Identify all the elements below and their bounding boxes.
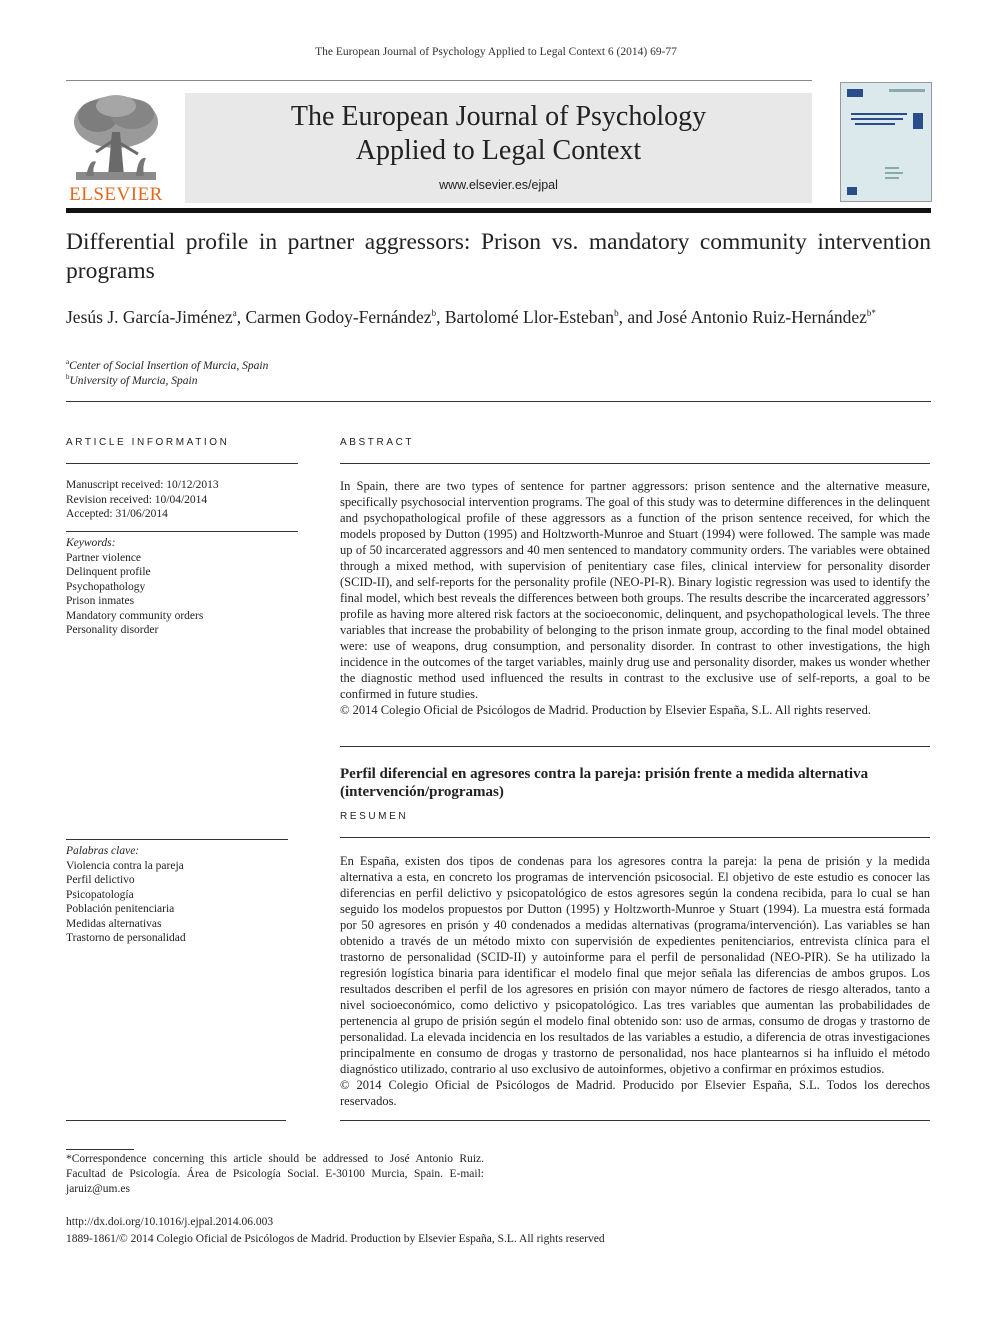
journal-title-line-2: Applied to Legal Context	[355, 135, 642, 166]
author-name[interactable]: Carmen Godoy-Fernández	[245, 306, 432, 327]
resumen-rule	[340, 837, 930, 838]
affiliation-b	[66, 373, 197, 387]
revision-received: Revision received: 10/04/2014	[66, 493, 208, 506]
keyword-item: Personality disorder	[66, 624, 159, 636]
article-title: Differential profile in partner aggressors: Prison vs. mandatory community intervention programs	[66, 229, 931, 284]
journal-title	[185, 100, 812, 168]
resumen-text: En España, existen dos tipos de condenas para los agresores contra la pareja: la pena de prisión y la medida alternativa a esta, en concreto los programas de intervención psicosocial. El objetivo de este estudio es conocer las diferencias en perfil delictivo y psicopatológico de estos agresores según la condena recibida, para lo cual se han seguido los modelos propuestos por Dutton (1995) y Holtzworth-Munroe y Stuart (1994). La muestra está formada por 50 agresores en prisón y 40 condenados a medidas alternativas (programa/intervención). Las variables se han obtenido a través de un método mixto con supervisión de expedientes penitenciarios, entrevista clínica para el trastorno de personalidad (SCID-II) y autoinforme para el perfil de personalidad (NEO-PIR). Se ha utilizado la regresión logística binaria para identificar el modelo final que mejor señala las diferencias de ambos grupos. Los resultados describen el perfil de los agresores en prisión con mayor número de factores de riesgo alterados, tanto a nivel socioeconómico, como delictivo y psicopatológico. Las tres variables que aumentan las probabilidades de pertenencia al grupo de prisión según el modelo final obtenido son: uso de armas, consumo de drogas y trastorno de personalidad. La elevada incidencia en los resultados de las variables a estudio, a diferencia de otras investigaciones principalmente en consumo de drogas y trastorno de personalidad, nos hace plantearnos si ha influido el método diagnóstico utilizado, contrario al uso exclusivo de autoinformes, objetivo a confirmar en próximos estudios.	[340, 854, 930, 1076]
left-column-end-rule	[66, 1120, 286, 1121]
article-info-label: ARTICLE INFORMATION	[66, 437, 230, 448]
keyword-item: Delinquent profile	[66, 566, 151, 578]
elsevier-tree-icon	[66, 92, 166, 184]
palabra-item: Trastorno de personalidad	[66, 932, 186, 944]
doi-link[interactable]: http://dx.doi.org/10.1016/j.ejpal.2014.06.003	[66, 1216, 274, 1228]
running-head: The European Journal of Psychology Applied to Legal Context 6 (2014) 69-77	[315, 46, 677, 58]
keywords-list	[66, 551, 298, 638]
affiliation-text: Center of Social Insertion of Murcia, Spain	[69, 359, 269, 372]
affiliation-a	[66, 358, 268, 372]
article-info-rule	[66, 463, 298, 464]
history-rule	[66, 531, 298, 532]
affiliation-divider	[66, 401, 931, 402]
keywords-label: Keywords:	[66, 537, 116, 549]
palabras-rule	[66, 839, 288, 840]
palabras-list	[66, 859, 288, 946]
right-column-end-rule	[340, 1120, 930, 1121]
resumen-label: RESUMEN	[340, 811, 409, 822]
author-separator: ,	[436, 306, 445, 327]
palabra-item: Psicopatología	[66, 888, 134, 901]
abstract-end-rule	[340, 746, 930, 747]
issn-copyright: 1889-1861/© 2014 Colegio Oficial de Psicólogos de Madrid. Production by Elsevier España, S.L. All rights reserved	[66, 1233, 605, 1245]
abstract-copyright: © 2014 Colegio Oficial de Psicólogos de Madrid. Production by Elsevier España, S.L. All rights reserved.	[340, 703, 871, 717]
keyword-item: Mandatory community orders	[66, 609, 204, 622]
author-affiliation-mark: b	[614, 308, 619, 318]
accepted-date: Accepted: 31/06/2014	[66, 508, 168, 520]
journal-cover-thumbnail	[840, 82, 932, 202]
author-name[interactable]: Jesús J. García-Jiménez	[66, 306, 233, 327]
resumen-body	[340, 853, 930, 1109]
palabras-label: Palabras clave:	[66, 845, 140, 857]
author-separator: ,	[236, 306, 246, 327]
abstract-rule	[340, 463, 930, 464]
author-affiliation-mark: b*	[866, 308, 876, 318]
palabra-item: Población penitenciaria	[66, 903, 175, 915]
affiliation-mark: a	[66, 358, 70, 366]
abstract-label: ABSTRACT	[340, 437, 415, 448]
palabra-item: Violencia contra la pareja	[66, 859, 184, 872]
article-history	[66, 478, 298, 522]
keyword-item: Partner violence	[66, 551, 142, 564]
affiliation-text: University of Murcia, Spain	[69, 374, 198, 387]
keyword-item: Psychopathology	[66, 580, 146, 593]
abstract-text: In Spain, there are two types of sentence for partner aggressors: prison sentence and the alternative measure, specifically psychosocial intervention programs. The goal of this study was to determine differences in the delinquent and psychopathological profile of these aggressors as a function of the prison sentence received, for which the models proposed by Dutton (1995) and Holtzworth-Munroe and Stuart (1994) were followed. The sample was made up of 50 incarcerated aggressors and 40 men sentenced to mandatory community orders. The variables were obtained through a mixed method, with supervision of penitentiary case files, clinical interview for personality disorder (SCID-II), and self-reports for the personality profile (NEO-PI-R). Binary logistic regression was used to identify the final model, which best reveals the differences between both groups. The results describe the incarcerated aggressors’ profile as having more altered risk factors at the socioeconomic, delinquent, and psychopathological levels. The three variables that increase the probability of belonging to the prison inmate group, according to the final model obtained were: use of weapons, drug consumption, and personality disorder. In contrast to other investigations, the high incidence in the outcomes of the target variables, mainly drug use and personality disorder, makes us wonder whether the diagnostic method used influenced the results in contrast to the exclusive use of self-reports, a goal to be confirmed in future studies.	[340, 479, 930, 701]
author-name[interactable]: José Antonio Ruiz-Hernández	[656, 306, 867, 327]
spanish-title: Perfil diferencial en agresores contra la pareja: prisión frente a medida alternativa (intervención/programas)	[340, 766, 869, 800]
keywords-block	[66, 536, 298, 638]
journal-title-line-1: The European Journal of Psychology	[290, 101, 707, 132]
footnote-rule	[66, 1149, 134, 1150]
journal-url[interactable]: www.elsevier.es/ejpal	[439, 178, 558, 192]
header-top-rule	[66, 80, 812, 81]
author-list	[66, 302, 931, 329]
resumen-copyright: © 2014 Colegio Oficial de Psicólogos de Madrid. Producido por Elsevier España, S.L. Todos los derechos reservados.	[340, 1078, 930, 1108]
author-name[interactable]: Bartolomé Llor-Esteban	[444, 306, 615, 327]
manuscript-received: Manuscript received: 10/12/2013	[66, 479, 219, 491]
author-affiliation-mark: a	[232, 308, 237, 318]
palabras-block	[66, 844, 288, 946]
palabra-item: Perfil delictivo	[66, 874, 135, 886]
palabra-item: Medidas alternativas	[66, 917, 162, 930]
elsevier-tree-logo	[66, 92, 166, 184]
author-affiliation-mark: b	[431, 308, 437, 318]
correspondence-footnote: *Correspondence concerning this article should be addressed to José Antonio Ruiz. Facultad de Psicología. Área de Psicología Social. E-30100 Murcia, Spain. E-mail: jaruiz@um.es	[66, 1153, 484, 1195]
abstract-body	[340, 478, 930, 718]
masthead-thick-rule	[66, 208, 931, 213]
affiliation-mark: b	[66, 373, 70, 381]
keyword-item: Prison inmates	[66, 595, 135, 607]
author-separator: , and	[618, 306, 657, 327]
publisher-name: ELSEVIER	[69, 184, 163, 205]
journal-cover-icon	[841, 83, 931, 201]
